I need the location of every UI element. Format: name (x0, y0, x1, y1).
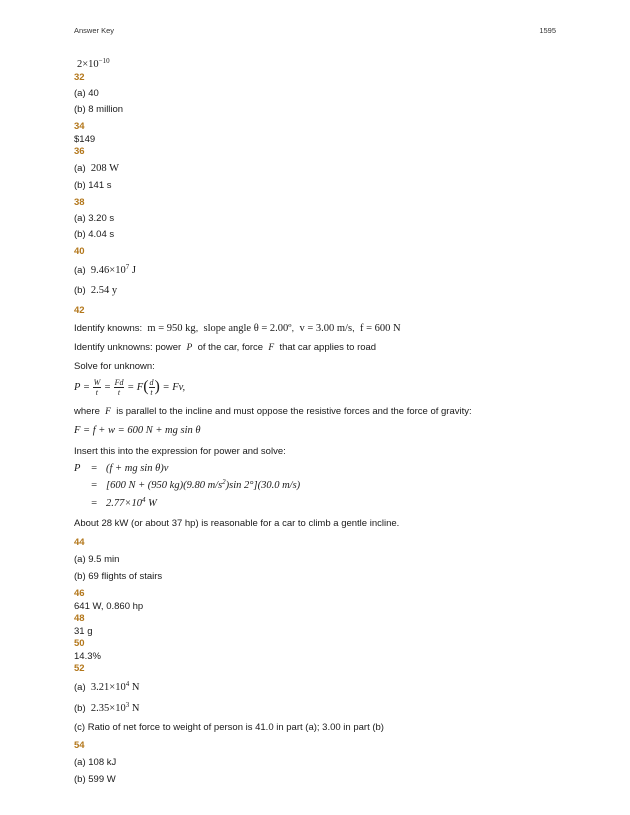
fraction-fd-over-t: $\frac{Fd}{t}$ (114, 377, 124, 397)
solution-step-1: P = (f + mg sin θ)v (74, 462, 169, 474)
fraction-w-over-t: $\frac{W}{t}$ (93, 377, 101, 397)
problem-54-number: 54 (74, 740, 85, 751)
header-title: Answer Key (74, 26, 115, 35)
problem-32-number: 32 (74, 72, 85, 83)
problem-38-number: 38 (74, 197, 85, 208)
fraction-d-over-t: $\frac{d}{t}$ (149, 377, 154, 397)
problem-36-number: 36 (74, 146, 85, 157)
problem-40-a: (a) $9.46\times 10^7$ J (74, 263, 136, 276)
problem-44-b: (b) 69 flights of stairs (74, 571, 163, 582)
force-equation: F = f + w = 600 N + mg sin θ (74, 425, 201, 436)
solve-heading: Solve for unknown: (74, 361, 155, 372)
problem-38-b: (b) 4.04 s (74, 229, 115, 240)
problem-46-answer: 641 W, 0.860 hp (74, 601, 144, 612)
problem-34-answer: $149 (74, 134, 96, 145)
problem-46-number: 46 (74, 588, 85, 599)
solution-block (74, 460, 554, 511)
problem-48-number: 48 (74, 613, 85, 624)
problem-52-b: (b) $2.35\times 10^3$ N (74, 701, 140, 714)
problem-52-c: (c) Ratio of net force to weight of person is 41.0 in part (a); 3.00 in part (b) (74, 722, 384, 733)
problem-48-answer: 31 g (74, 626, 93, 637)
problem-54-a: (a) 108 kJ (74, 757, 117, 768)
problem-36-b: (b) 141 s (74, 180, 112, 191)
power-equation: P = $\frac{W}{t}$ = $\frac{Fd}{t}$ = F ( $\frac{d}{t}$ ) = Fv, (74, 377, 186, 397)
problem-34-number: 34 (74, 121, 85, 132)
answer-30-value: $2\times 10^{-10}$ (77, 57, 110, 70)
answer-content (74, 58, 554, 786)
problem-42-number: 42 (74, 305, 85, 316)
problem-40-b: (b) 2.54 y (74, 285, 118, 296)
problem-44-a: (a) 9.5 min (74, 554, 120, 565)
where-line: where F is parallel to the incline and must oppose the resistive forces and the force of gravity: (74, 406, 472, 417)
unknowns-line: Identify unknowns: power P of the car, force F that car applies to road (74, 342, 377, 353)
page-number: 1595 (539, 26, 556, 35)
problem-38-a: (a) 3.20 s (74, 213, 115, 224)
problem-50-number: 50 (74, 638, 85, 649)
problem-32-a: (a) 40 (74, 88, 99, 99)
knowns-line: Identify knowns: m = 950 kg, slope angle θ = 2.00º, v = 3.00 m/s, f = 600 N (74, 323, 401, 334)
problem-36-a: (a) 208 W (74, 163, 120, 174)
problem-32-b: (b) 8 million (74, 104, 124, 115)
problem-40-number: 40 (74, 246, 85, 257)
problem-44-number: 44 (74, 537, 85, 548)
solution-step-3: = $2.77\times 10^4$ W (90, 495, 157, 509)
problem-52-number: 52 (74, 663, 85, 674)
problem-52-a: (a) $3.21\times 10^4$ N (74, 680, 140, 693)
conclusion-line: About 28 kW (or about 37 hp) is reasonable for a car to climb a gentle incline. (74, 518, 400, 529)
problem-54-b: (b) 599 W (74, 774, 116, 785)
insert-line: Insert this into the expression for power and solve: (74, 446, 286, 457)
solution-step-2: = [600 N + (950 kg)(9.80 $m/s^2)\sin$ 2°](30.0 m/s) (90, 478, 301, 491)
problem-50-answer: 14.3% (74, 651, 101, 662)
